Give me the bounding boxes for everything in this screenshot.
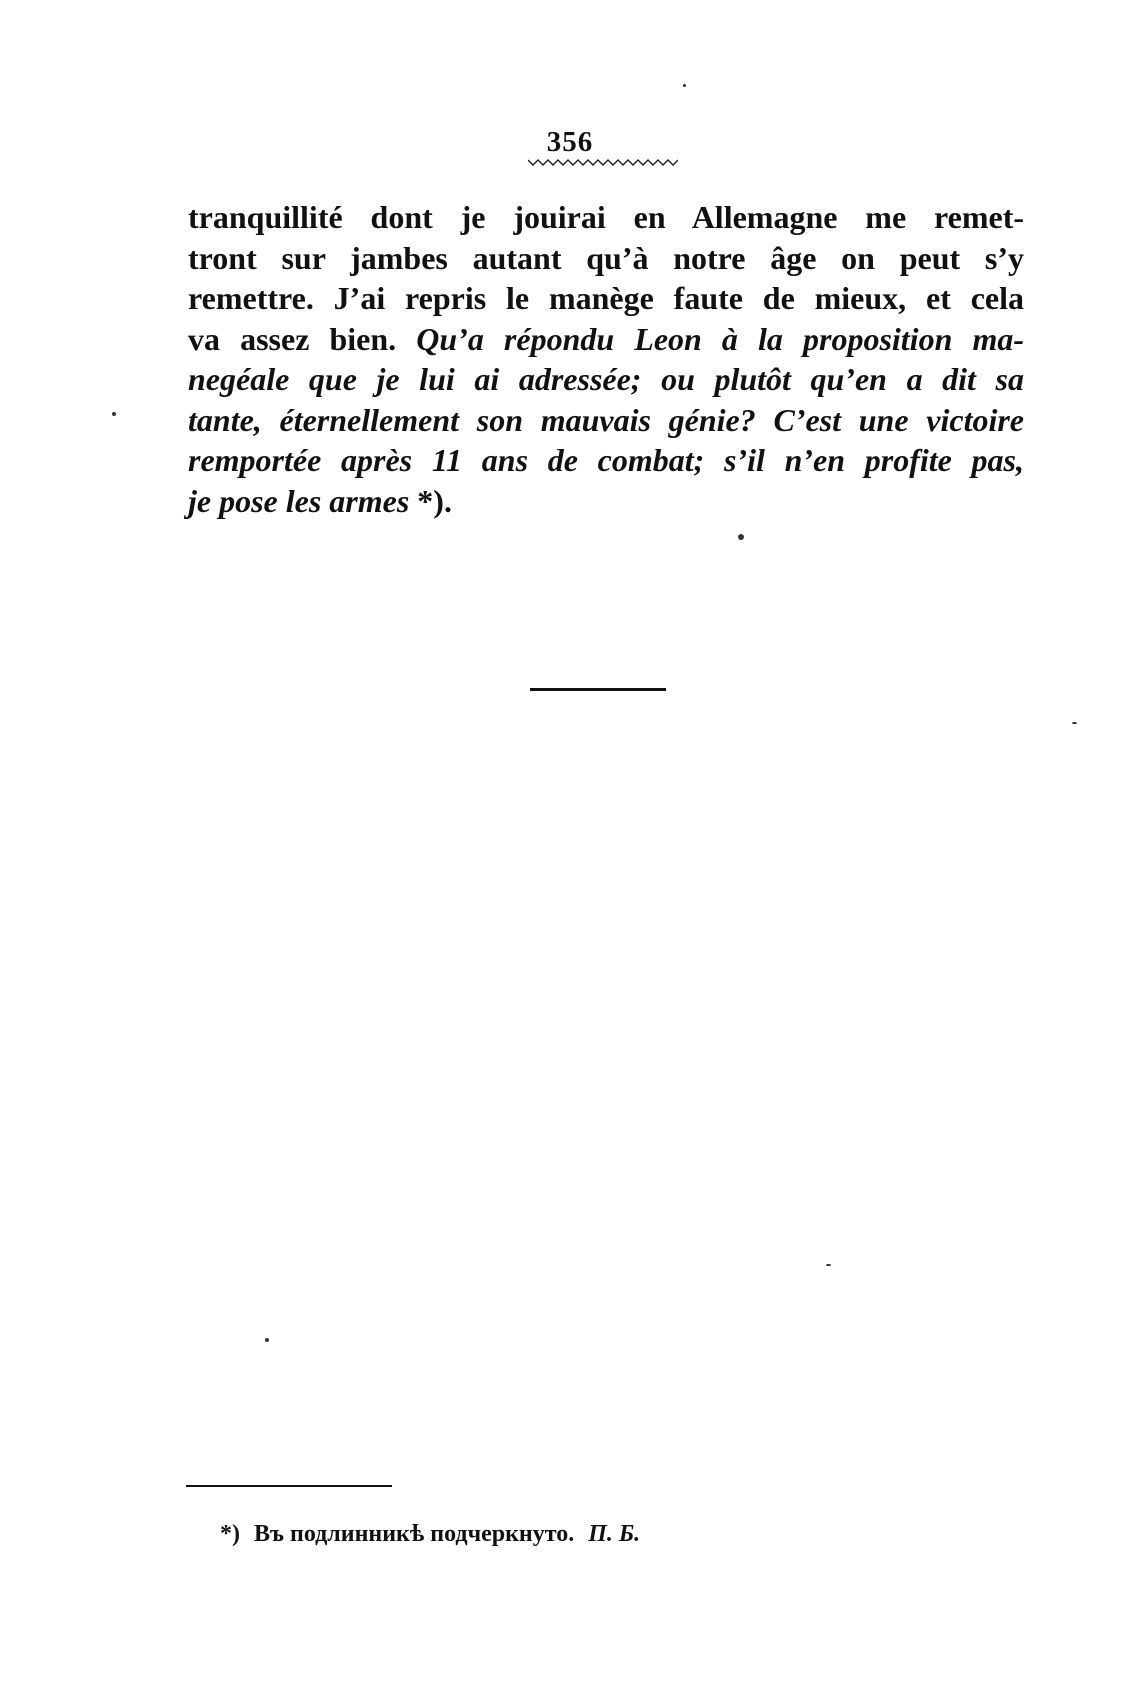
section-divider	[530, 688, 666, 691]
ornamental-wavy-rule	[528, 157, 678, 167]
footnote-reference: *).	[409, 482, 452, 519]
italic-line: tante, éternellement son mauvais génie? C’est une victoire	[188, 401, 1024, 438]
print-speck	[112, 412, 116, 416]
print-speck	[683, 84, 686, 87]
italic-line: negéale que je lui ai adressée; ou plutôt qu’en a dit sa	[188, 361, 1024, 397]
footnote-initials: П. Б.	[588, 1521, 641, 1547]
body-line: remettre. J’ai repris le manège faute de mieux, et cela	[188, 280, 1024, 316]
footnote-divider	[186, 1485, 392, 1487]
italic-text: Qu’a répondu Leon à la proposition ma-	[416, 320, 1025, 357]
print-speck	[738, 534, 744, 540]
body-line-mixed	[188, 319, 1024, 360]
body-line: tront sur jambes autant qu’à notre âge on peut s’y	[188, 239, 1024, 276]
print-speck	[265, 1338, 269, 1342]
footnote-marker: *)	[220, 1521, 240, 1547]
body-line-roman: va assez bien.	[188, 320, 397, 357]
footnote	[220, 1521, 640, 1548]
print-speck	[1072, 722, 1077, 724]
italic-line: remportée après 11 ans de combat; s’il n’en profite pas,	[188, 442, 1024, 478]
italic-text: je pose les armes	[188, 482, 410, 519]
print-speck	[826, 1264, 831, 1266]
footnote-text: Въ подлинникѣ подчеркнуто.	[254, 1521, 575, 1547]
body-line: tranquillité dont je jouirai en Allemagne me remet-	[188, 199, 1024, 235]
body-paragraph	[188, 197, 1024, 521]
body-line-final	[188, 481, 1024, 522]
page-number: 356	[546, 126, 594, 158]
